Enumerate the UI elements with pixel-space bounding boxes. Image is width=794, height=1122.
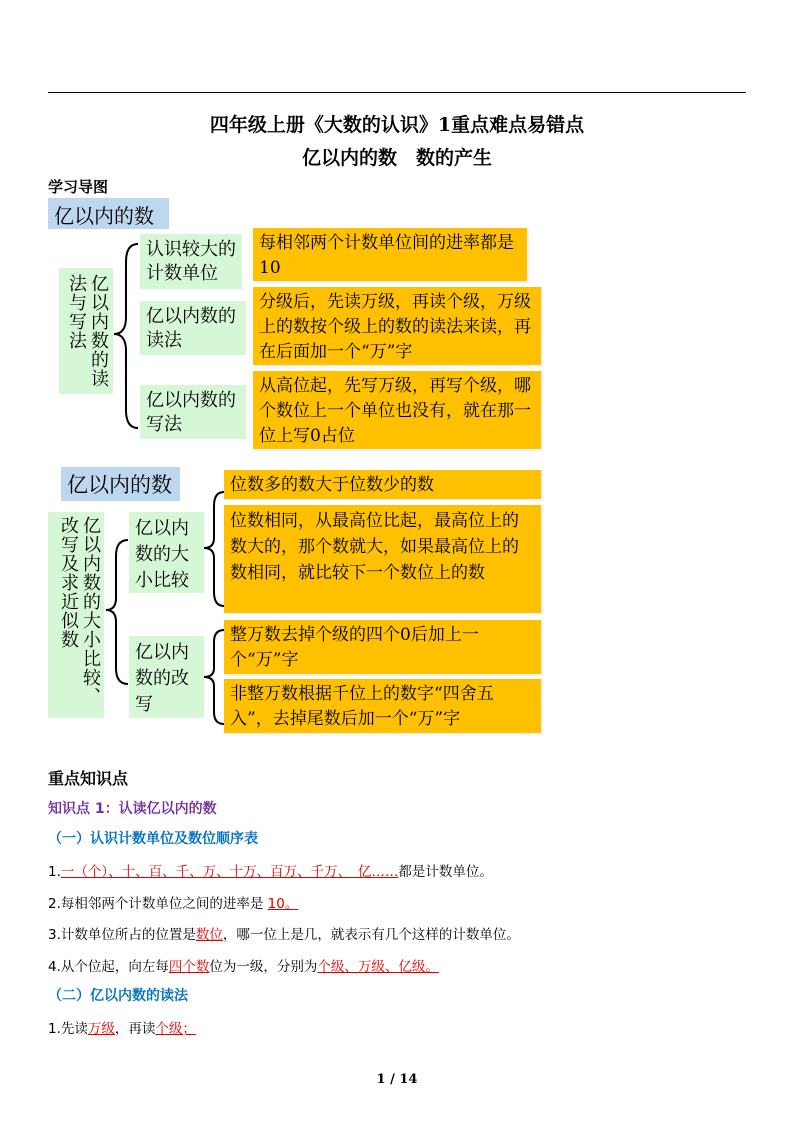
line-5-pre: 1.先读 (48, 1021, 88, 1037)
diagram1-root: 亿以内数的读法与写法 (59, 268, 113, 394)
line-3-pre: 3.计数单位所占的位置是 (48, 927, 196, 943)
diagram1-detail-3: 从高位起，先写万级，再写个级，哪个数位上一个单位也没有，就在那一位上写0占位 (253, 371, 543, 451)
knowledge-line-5 (48, 1017, 196, 1037)
knowledge-line-4 (48, 955, 439, 975)
page-subtitle: 亿以内的数 数的产生 (301, 147, 492, 169)
line-5-mid: ，再读 (114, 1021, 156, 1037)
knowledge-point-1: 知识点 1：认读亿以内的数 (48, 801, 217, 817)
knowledge-line-2 (48, 892, 298, 912)
subsection-1: （一）认识计数单位及数位顺序表 (48, 831, 258, 847)
diagram1-detail-2: 分级后，先读万级，再读个级，万级上的数按个级上的数的读法来读，再在后面加一个“万”字 (253, 287, 543, 367)
page-title: 四年级上册《大数的认识》1重点难点易错点 (209, 114, 585, 136)
line-1-post: 都是计数单位。 (398, 864, 493, 880)
line-1-pre: 1. (48, 864, 61, 880)
line-2-pre: 2.每相邻两个计数单位之间的进率是 (48, 896, 268, 912)
line-3-answer: 数位 (195, 927, 223, 943)
line-4-answer: 四个数 (168, 959, 210, 975)
line-5-answer: 万级 (87, 1021, 115, 1037)
diagram1-branch-2: 亿以内数的读法 (140, 301, 246, 355)
knowledge-line-3 (48, 923, 520, 943)
line-4-mid: 位为一级，分别为 (209, 959, 318, 975)
diagram2-compare-detail-1: 位数多的数大于位数少的数 (224, 470, 543, 501)
diagram1-branch-1: 认识较大的计数单位 (140, 234, 242, 289)
header-rule (48, 92, 746, 93)
diagram2-rewrite-detail-1: 整万数去掉个级的四个0后加上一个“万”字 (224, 620, 543, 676)
subsection-2: （二）亿以内数的读法 (48, 988, 188, 1004)
diagram1-branch-3: 亿以内数的写法 (140, 385, 246, 439)
diagram2-label: 亿以内的数 (61, 467, 180, 501)
diagram2-branch-rewrite: 亿以内数的改写 (129, 636, 204, 718)
diagram1-main-brace (112, 242, 142, 432)
diagram1-detail-1: 每相邻两个计数单位间的进率都是10 (253, 228, 529, 283)
knowledge-heading: 重点知识点 (48, 769, 129, 788)
map-heading: 学习导图 (48, 178, 109, 196)
diagram2-compare-detail-2: 位数相同，从最高位比起，最高位上的数大的，那个数就大，如果最高位上的数相同，就比较下一个数位上的数 (224, 505, 543, 615)
line-3-post: ，哪一位上是几，就表示有几个这样的计数单位。 (222, 927, 520, 943)
diagram2-root: 亿以内数的大小比较、改写及求近似数 (48, 512, 104, 718)
line-5-answer-2: 个级； (155, 1021, 196, 1037)
line-4-pre: 4.从个位起，向左每 (48, 959, 169, 975)
diagram1-label: 亿以内的数 (48, 198, 169, 229)
page-number: 1 / 14 (376, 1072, 418, 1087)
diagram2-main-brace (104, 538, 132, 688)
line-4-answer-2: 个级、万级、亿级。 (317, 959, 439, 975)
diagram2-branch-compare: 亿以内数的大小比较 (129, 512, 204, 593)
line-1-answer: 一（个）、十、百、千、万、十万、百万、千万、 亿…… (60, 864, 399, 880)
knowledge-line-1 (48, 860, 493, 880)
diagram2-rewrite-detail-2: 非整万数根据千位上的数字“四舍五入”，去掉尾数后加一个“万”字 (224, 679, 543, 735)
line-2-answer: 10。 (267, 896, 299, 912)
